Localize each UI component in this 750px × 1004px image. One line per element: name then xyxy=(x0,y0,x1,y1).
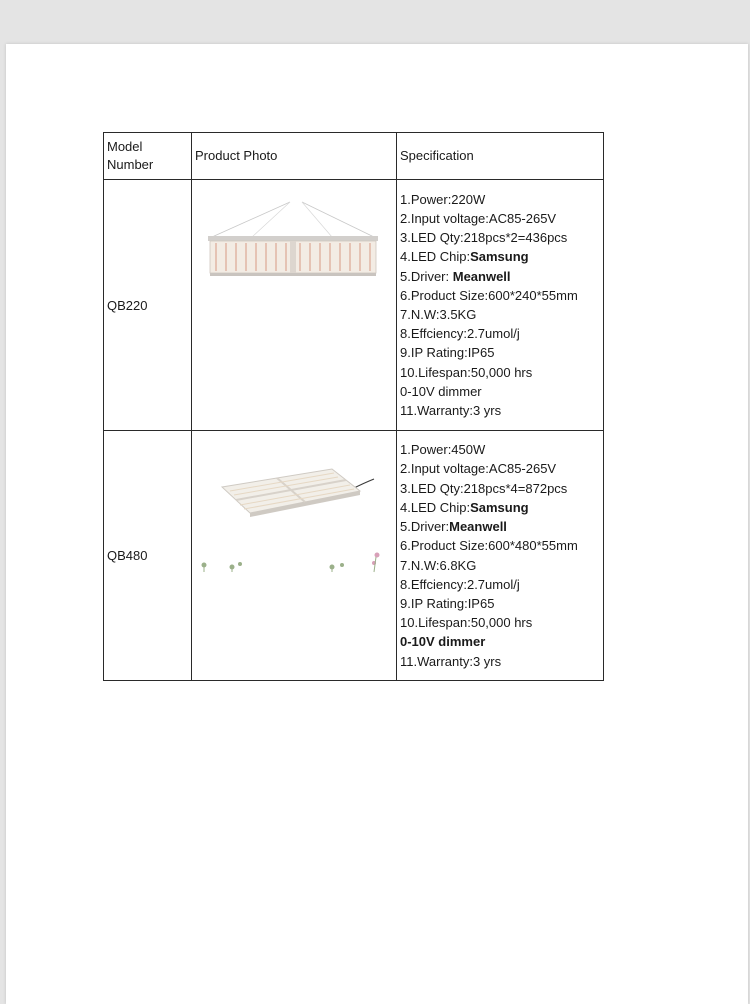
spec-item-label: 4.LED Chip: xyxy=(400,499,471,515)
specification-cell xyxy=(397,431,604,681)
spec-list xyxy=(400,190,600,420)
spec-item: 9.IP Rating:IP65 xyxy=(400,345,495,361)
spec-item-value: Meanwell xyxy=(452,268,511,284)
spec-list xyxy=(400,440,600,670)
spec-item xyxy=(400,498,600,517)
table-header-row xyxy=(104,133,604,180)
spec-item-value: 0-10V dimmer xyxy=(400,634,486,650)
model-cell: QB220 xyxy=(104,180,192,431)
spec-item-value: Samsung xyxy=(470,249,529,265)
spec-item: 10.Lifespan:50,000 hrs xyxy=(400,364,533,380)
spec-item: 11.Warranty:3 yrs xyxy=(400,403,502,419)
product-photo-cell xyxy=(192,180,397,431)
spec-item: 7.N.W:6.8KG xyxy=(400,557,477,573)
spec-item: 10.Lifespan:50,000 hrs xyxy=(400,615,533,631)
header-specification: Specification xyxy=(397,133,604,180)
product-spec-table xyxy=(103,132,604,681)
specification-cell xyxy=(397,180,604,431)
table-row xyxy=(104,431,604,681)
spec-item: 1.Power:450W xyxy=(400,442,486,458)
spec-item-label: 5.Driver: xyxy=(400,268,453,284)
model-cell: QB480 xyxy=(104,431,192,681)
spec-item: 6.Product Size:600*480*55mm xyxy=(400,538,578,554)
spec-item: 9.IP Rating:IP65 xyxy=(400,595,495,611)
spec-item: 3.LED Qty:218pcs*2=436pcs xyxy=(400,230,568,246)
spec-item-label: 5.Driver: xyxy=(400,519,450,535)
qb480-light-photo xyxy=(192,431,397,680)
spec-item: 8.Effciency:2.7umol/j xyxy=(400,326,520,342)
spec-item: 6.Product Size:600*240*55mm xyxy=(400,287,578,303)
spec-item: 8.Effciency:2.7umol/j xyxy=(400,576,520,592)
spec-item-label: 4.LED Chip: xyxy=(400,249,471,265)
qb220-light-photo xyxy=(192,180,397,430)
spec-item: 0-10V dimmer xyxy=(400,383,482,399)
header-product-photo: Product Photo xyxy=(192,133,397,180)
product-photo-cell xyxy=(192,431,397,681)
spec-item-value: Samsung xyxy=(470,499,529,515)
spec-item xyxy=(400,267,600,286)
spec-item: 1.Power:220W xyxy=(400,191,486,207)
spec-item xyxy=(400,632,600,651)
header-model-line1: Model xyxy=(107,139,143,154)
spec-item xyxy=(400,247,600,266)
table-row xyxy=(104,180,604,431)
spec-item-value: Meanwell xyxy=(449,519,507,535)
header-model-number xyxy=(104,133,192,180)
spec-item xyxy=(400,517,600,536)
spec-item: 2.Input voltage:AC85-265V xyxy=(400,461,557,477)
header-model-line2: Number xyxy=(107,157,154,172)
document-page xyxy=(6,44,748,1004)
spec-item: 2.Input voltage:AC85-265V xyxy=(400,210,557,226)
spec-item: 11.Warranty:3 yrs xyxy=(400,653,502,669)
spec-item: 7.N.W:3.5KG xyxy=(400,307,477,322)
spec-item: 3.LED Qty:218pcs*4=872pcs xyxy=(400,480,568,496)
